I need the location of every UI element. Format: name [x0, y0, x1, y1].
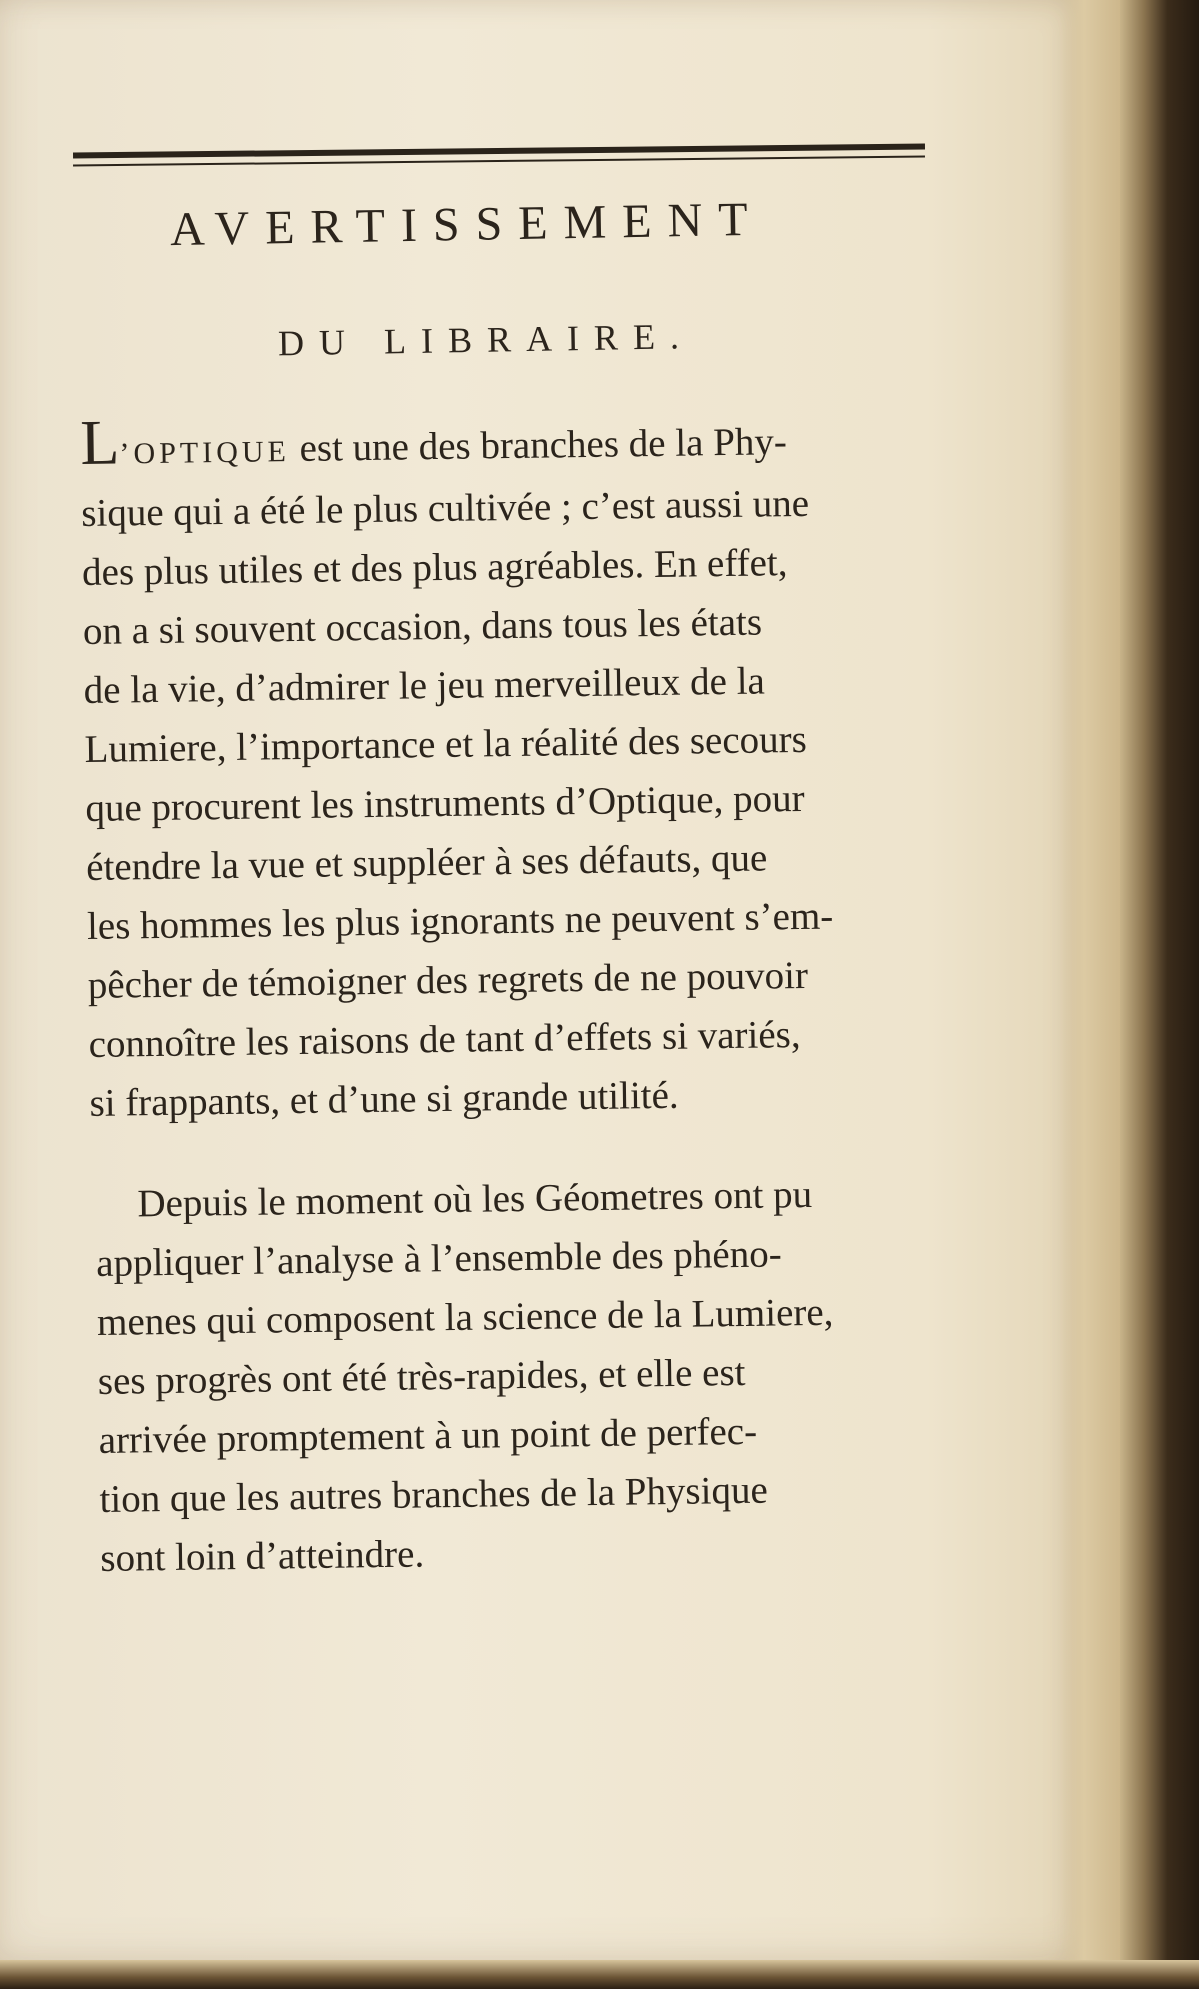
first-line-text: est une des branches de la Phy-	[289, 420, 788, 471]
page-subtitle: DU LIBRAIRE.	[277, 316, 695, 364]
text-line: de la vie, d’admirer le jeu merveilleux de la	[83, 659, 766, 712]
page-edge	[1060, 0, 1120, 1975]
text-line: arrivée promptement à un point de perfec-	[98, 1409, 758, 1462]
text-line: connoître les raisons de tant d’effets si variés,	[88, 1013, 801, 1066]
text-line: que procurent les instruments d’Optique, pour	[85, 776, 805, 830]
text-line: des plus utiles et des plus agréables. En effet,	[81, 541, 788, 594]
text-line: Depuis le moment où les Géometres ont pu	[137, 1172, 813, 1226]
text-line: on a si souvent occasion, dans tous les états	[82, 600, 763, 653]
text-line: sique qui a été le plus cultivée ; c’est aussi une	[80, 481, 810, 535]
book-binding	[1120, 0, 1199, 1989]
text-line: pêcher de témoigner des regrets de ne pouvoir	[87, 953, 809, 1007]
text-line: Lumiere, l’importance et la réalité des secours	[84, 717, 808, 771]
text-line: tion que les autres branches de la Physique	[99, 1468, 769, 1521]
drop-cap: L	[79, 406, 120, 478]
text-line: menes qui composent la science de la Lumiere,	[96, 1290, 834, 1344]
text-line: sont loin d’atteindre.	[100, 1532, 425, 1580]
text-line: appliquer l’analyse à l’ensemble des phéno-	[95, 1232, 782, 1285]
lead-word: ’OPTIQUE	[119, 435, 291, 471]
text-line: étendre la vue et suppléer à ses défauts, que	[85, 836, 768, 889]
paragraph-2	[95, 1162, 1001, 1588]
text-line: ses progrès ont été très-rapides, et elle est	[97, 1350, 746, 1403]
text-line: les hommes les plus ignorants ne peuvent s’em-	[86, 894, 834, 948]
paragraph-1	[79, 406, 990, 1132]
text-line: si frappants, et d’une si grande utilité.	[89, 1073, 679, 1125]
page-bottom-edge	[0, 1960, 1199, 1989]
page-title: AVERTISSEMENT	[169, 192, 765, 257]
